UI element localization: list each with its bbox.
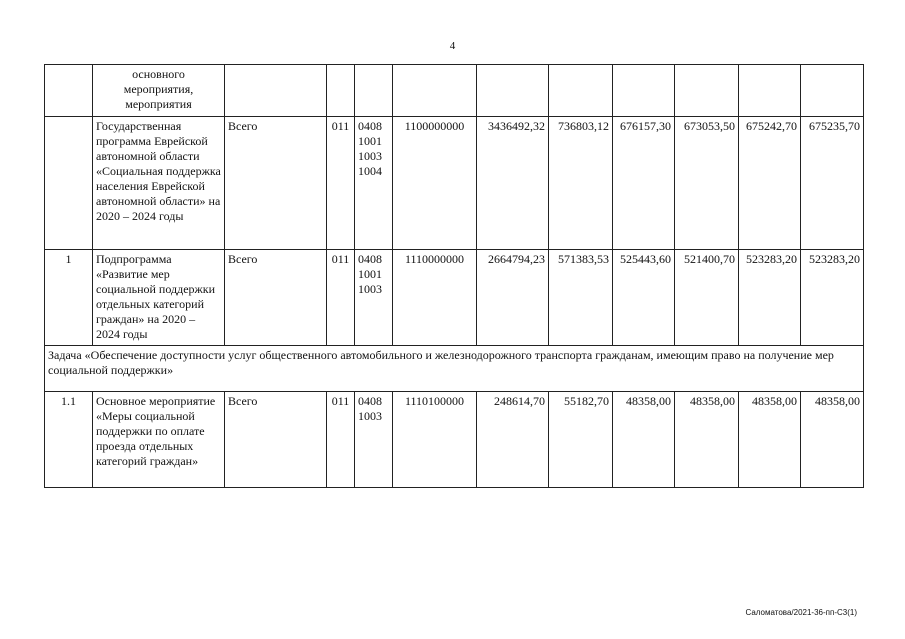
row-number [45, 117, 93, 250]
row-year-value: 523283,20 [739, 250, 801, 346]
rzpr-code: 1004 [358, 164, 382, 178]
row-name: Государственная программа Еврейской автономной области «Социальная поддержка населения Еврейской автономной области» на 2020 – 2024 годы [93, 117, 225, 250]
row-year-value: 55182,70 [549, 392, 613, 488]
row-rzpr [355, 250, 393, 346]
document-footer-code: Саломатова/2021-36-пп-С3(1) [745, 608, 857, 617]
row-year-value: 675235,70 [801, 117, 864, 250]
row-year-value: 48358,00 [675, 392, 739, 488]
row-name: Подпрограмма «Развитие мер социальной поддержки отдельных категорий граждан» на 2020 – 2024 годы [93, 250, 225, 346]
row-year-value: 48358,00 [739, 392, 801, 488]
task-text: Задача «Обеспечение доступности услуг общественного автомобильного и железнодорожного транспорта гражданам, имеющим право на получение мер социальной поддержки» [45, 346, 864, 392]
rzpr-code: 1003 [358, 282, 382, 296]
rzpr-code: 1001 [358, 134, 382, 148]
row-rzpr [355, 392, 393, 488]
row-grbs: 011 [327, 392, 355, 488]
rzpr-code: 0408 [358, 252, 382, 266]
row-year-value: 676157,30 [613, 117, 675, 250]
row-total: 2664794,23 [477, 250, 549, 346]
row-csr: 1110000000 [393, 250, 477, 346]
row-source: Всего [225, 117, 327, 250]
row-grbs: 011 [327, 117, 355, 250]
row-grbs: 011 [327, 250, 355, 346]
row-total: 3436492,32 [477, 117, 549, 250]
rzpr-code: 1003 [358, 149, 382, 163]
row-source: Всего [225, 250, 327, 346]
row-year-value: 48358,00 [801, 392, 864, 488]
row-rzpr [355, 117, 393, 250]
rzpr-code: 1003 [358, 409, 382, 423]
rzpr-code: 0408 [358, 119, 382, 133]
task-row [45, 346, 864, 392]
row-csr: 1110100000 [393, 392, 477, 488]
row-year-value: 521400,70 [675, 250, 739, 346]
header-name-cell: основного мероприятия, мероприятия [93, 65, 225, 117]
row-year-value: 673053,50 [675, 117, 739, 250]
rzpr-code: 1001 [358, 267, 382, 281]
row-number: 1 [45, 250, 93, 346]
row-year-value: 48358,00 [613, 392, 675, 488]
table-row-header-continuation [45, 65, 864, 117]
rzpr-code: 0408 [358, 394, 382, 408]
row-name: Основное мероприятие «Меры социальной поддержки по оплате проезда отдельных категорий граждан» [93, 392, 225, 488]
row-year-value: 525443,60 [613, 250, 675, 346]
table-row [45, 250, 864, 346]
row-total: 248614,70 [477, 392, 549, 488]
page-number: 4 [449, 40, 456, 52]
table-row [45, 392, 864, 488]
table-row [45, 117, 864, 250]
budget-table [44, 64, 864, 488]
row-year-value: 675242,70 [739, 117, 801, 250]
row-year-value: 736803,12 [549, 117, 613, 250]
row-csr: 1100000000 [393, 117, 477, 250]
row-year-value: 571383,53 [549, 250, 613, 346]
row-source: Всего [225, 392, 327, 488]
row-number: 1.1 [45, 392, 93, 488]
row-year-value: 523283,20 [801, 250, 864, 346]
